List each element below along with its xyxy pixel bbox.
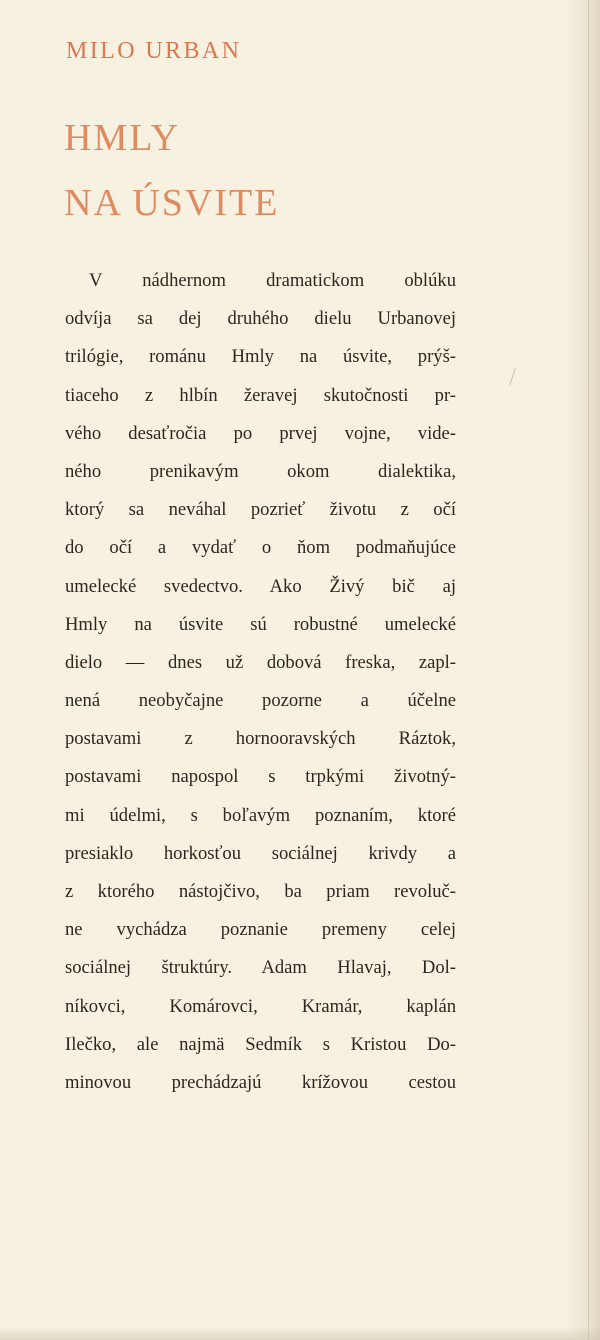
text-line: postavami napospol s trpkými životný- bbox=[65, 766, 456, 788]
pencil-mark bbox=[509, 368, 516, 386]
text-line: umelecké svedectvo. Ako Živý bič aj bbox=[65, 575, 456, 597]
blurb-text bbox=[65, 262, 456, 1102]
title-line-2: NA ÚSVITE bbox=[64, 182, 280, 224]
title-line-1: HMLY bbox=[64, 117, 181, 159]
text-line: Ilečko, ale najmä Sedmík s Kristou Do- bbox=[65, 1033, 456, 1055]
text-line: Hmly na úsvite sú robustné umelecké bbox=[65, 613, 456, 635]
text-line: mi údelmi, s boľavým poznaním, ktoré bbox=[65, 804, 456, 826]
text-line: presiaklo horkosťou sociálnej krivdy a bbox=[65, 842, 456, 864]
text-line: ne vychádza poznanie premeny celej bbox=[65, 919, 456, 941]
text-line: minovou prechádzajú krížovou cestou bbox=[65, 1071, 456, 1093]
text-line: vého desaťročia po prvej vojne, vide- bbox=[65, 422, 456, 444]
author-name: MILO URBAN bbox=[66, 38, 242, 64]
paper-bottom-edge bbox=[0, 1326, 600, 1340]
text-line: nená neobyčajne pozorne a účelne bbox=[65, 690, 456, 712]
text-line: odvíja sa dej druhého dielu Urbanovej bbox=[65, 308, 456, 330]
book-title bbox=[64, 106, 279, 236]
text-line: do očí a vydať o ňom podmaňujúce bbox=[65, 537, 456, 559]
fold-line bbox=[588, 0, 589, 1340]
text-line: dielo — dnes už dobová freska, zapl- bbox=[65, 651, 456, 673]
text-line: tiaceho z hlbín žeravej skutočnosti pr- bbox=[65, 384, 456, 406]
text-line: postavami z hornooravských Ráztok, bbox=[65, 728, 456, 750]
text-line: ktorý sa neváhal pozrieť životu z očí bbox=[65, 499, 456, 521]
text-line: sociálnej štruktúry. Adam Hlavaj, Dol- bbox=[65, 957, 456, 979]
text-line: ného prenikavým okom dialektika, bbox=[65, 460, 456, 482]
text-line: níkovci, Komárovci, Kramár, kaplán bbox=[65, 995, 456, 1017]
text-line: V nádhernom dramatickom oblúku bbox=[89, 270, 456, 291]
paper-edge-shadow bbox=[566, 0, 600, 1340]
text-line: trilógie, románu Hmly na úsvite, prýš- bbox=[65, 346, 456, 368]
text-line: z ktorého nástojčivo, ba priam revoluč- bbox=[65, 881, 456, 902]
